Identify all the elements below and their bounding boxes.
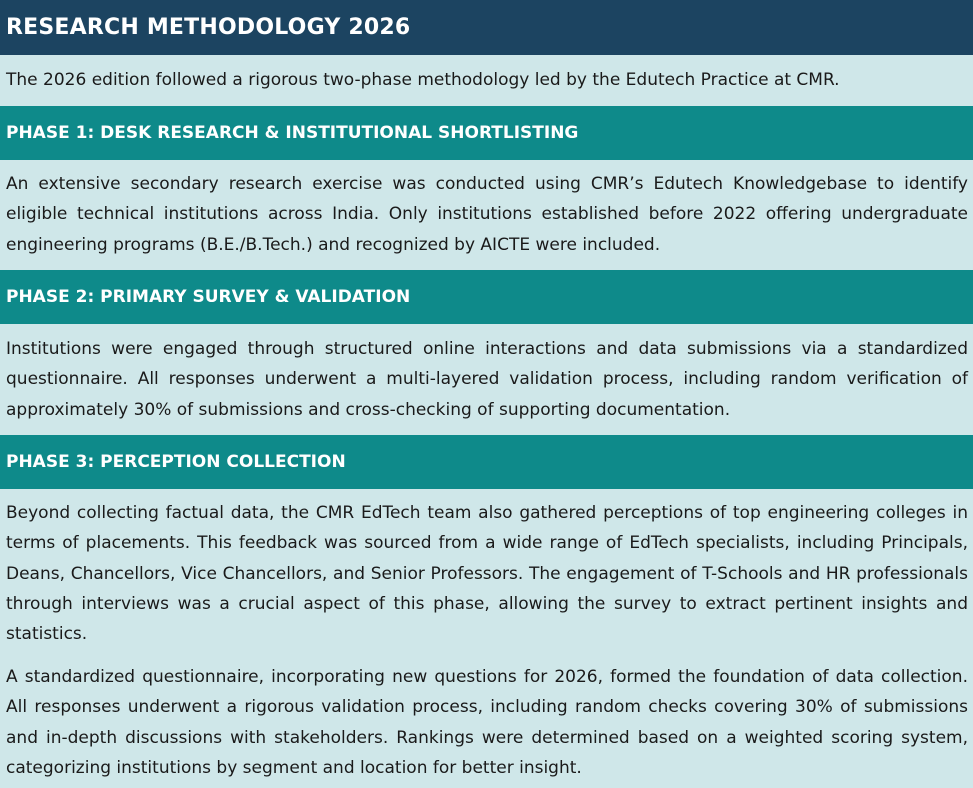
phase-3-paragraph-2: A standardized questionnaire, incorporating new questions for 2026, formed the foundation of data collection. All responses underwent a rigorous validation process, including random checks covering 30% of submissions and in-depth discussions with stakeholders. Rankings were determined based on a weighted scoring system, categorizing institutions by segment and location for better insight. <box>6 667 968 778</box>
phase-1-heading-text: PHASE 1: DESK RESEARCH & INSTITUTIONAL SHORTLISTING <box>6 123 579 143</box>
page-title <box>0 0 973 55</box>
phase-1-heading <box>0 106 973 160</box>
phase-3-heading <box>0 435 973 489</box>
page-title-text: RESEARCH METHODOLOGY 2026 <box>6 15 411 40</box>
phase-2-heading-text: PHASE 2: PRIMARY SURVEY & VALIDATION <box>6 287 411 307</box>
phase-2-heading <box>0 270 973 324</box>
phase-1-paragraph: An extensive secondary research exercise was conducted using CMR’s Edutech Knowledgebase to identify eligible technical institutions across India. Only institutions established before 2022 offering undergraduate engineering programs (B.E./B.Tech.) and recognized by AICTE were included. <box>6 174 968 255</box>
intro-text: The 2026 edition followed a rigorous two-phase methodology led by the Edutech Practice at CMR. <box>6 70 840 90</box>
phase-3-paragraph-1: Beyond collecting factual data, the CMR EdTech team also gathered perceptions of top engineering colleges in terms of placements. This feedback was sourced from a wide range of EdTech specialists, including Principals, Deans, Chancellors, Vice Chancellors, and Senior Professors. The engagement of T-Schools and HR professionals through interviews was a crucial aspect of this phase, allowing the survey to extract pertinent insights and statistics. <box>6 503 968 645</box>
phase-3-heading-text: PHASE 3: PERCEPTION COLLECTION <box>6 452 346 472</box>
phase-2-paragraph: Institutions were engaged through structured online interactions and data submissions via a standardized questionnaire. All responses underwent a multi-layered validation process, including random verification of approximately 30% of submissions and cross-checking of supporting documentation. <box>6 339 968 420</box>
